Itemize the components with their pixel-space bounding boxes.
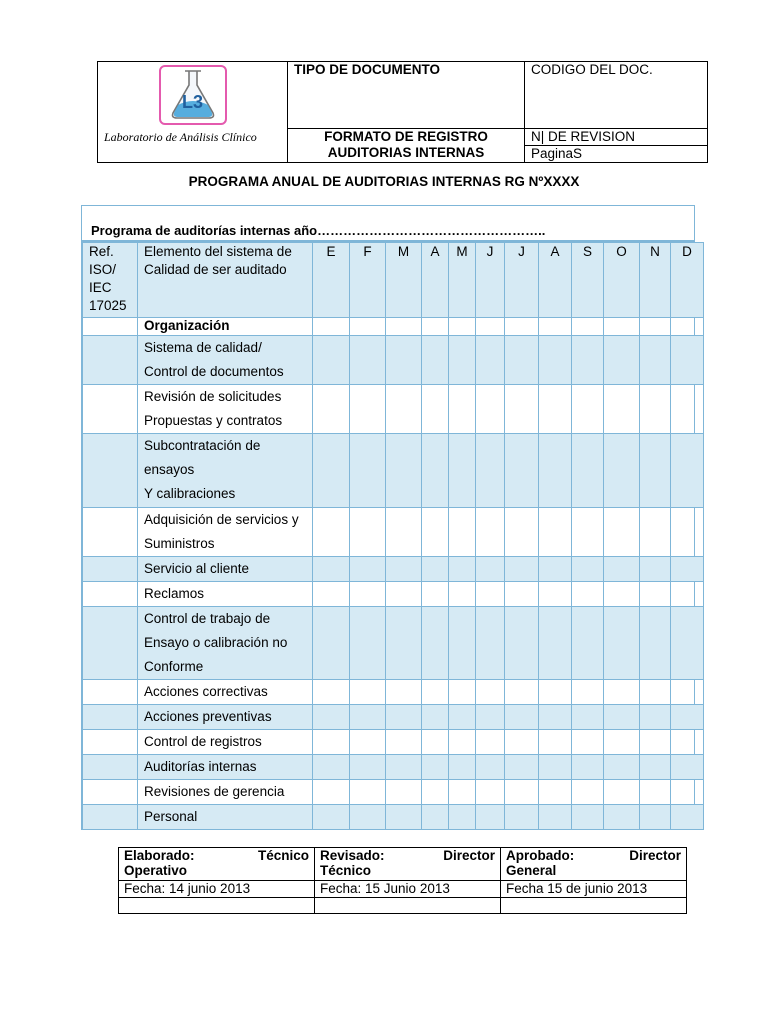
element-line: Control de trabajo de: [144, 611, 271, 626]
month-cell[interactable]: [386, 780, 422, 805]
month-cell[interactable]: [671, 582, 704, 607]
month-cell[interactable]: [640, 582, 671, 607]
table-row: [83, 607, 704, 680]
table-row: [83, 755, 704, 780]
month-cell[interactable]: [350, 557, 386, 582]
month-cell[interactable]: [422, 318, 449, 336]
month-cell[interactable]: [476, 336, 505, 385]
month-cell[interactable]: [539, 730, 572, 755]
month-cell[interactable]: [476, 607, 505, 680]
month-cell[interactable]: [350, 780, 386, 805]
month-cell[interactable]: [572, 508, 604, 557]
element-line: Control de registros: [144, 734, 262, 749]
month-cell[interactable]: [505, 805, 539, 830]
element-cell: [138, 805, 313, 830]
element-line: Suministros: [144, 536, 215, 551]
month-cell[interactable]: [476, 582, 505, 607]
month-cell[interactable]: [539, 557, 572, 582]
ref-cell[interactable]: [83, 705, 138, 730]
element-header: [138, 243, 313, 318]
month-cell[interactable]: [671, 805, 704, 830]
month-cell[interactable]: [640, 607, 671, 680]
aprobado-role1: Director: [629, 848, 681, 863]
element-cell: [138, 582, 313, 607]
table-row: [83, 582, 704, 607]
month-header: M: [386, 243, 422, 318]
revisado-role2: Técnico: [320, 863, 372, 878]
element-line: Subcontratación de: [144, 438, 261, 453]
month-cell[interactable]: [539, 780, 572, 805]
element-line: Acciones preventivas: [144, 709, 272, 724]
aprobado-date: Fecha 15 de junio 2013: [501, 881, 687, 898]
month-cell[interactable]: [422, 680, 449, 705]
table-row: [83, 385, 704, 434]
month-cell[interactable]: [671, 318, 704, 336]
month-cell[interactable]: [572, 318, 604, 336]
element-line: Acciones correctivas: [144, 684, 268, 699]
month-cell[interactable]: [505, 557, 539, 582]
month-cell[interactable]: [313, 557, 350, 582]
month-cell[interactable]: [449, 336, 476, 385]
element-cell: [138, 508, 313, 557]
month-header: A: [422, 243, 449, 318]
month-cell[interactable]: [539, 607, 572, 680]
month-cell[interactable]: [476, 680, 505, 705]
month-header: M: [449, 243, 476, 318]
month-cell[interactable]: [449, 780, 476, 805]
element-cell: [138, 318, 313, 336]
elaborado-role1: Técnico: [257, 848, 309, 863]
element-line: Reclamos: [144, 586, 205, 601]
month-cell[interactable]: [604, 557, 640, 582]
table-row: [83, 680, 704, 705]
ref-header-line: IEC: [89, 280, 112, 295]
month-cell[interactable]: [313, 730, 350, 755]
month-cell[interactable]: [449, 730, 476, 755]
ref-cell[interactable]: [83, 755, 138, 780]
element-line: Personal: [144, 809, 198, 824]
month-cell[interactable]: [539, 336, 572, 385]
month-cell[interactable]: [604, 336, 640, 385]
month-cell[interactable]: [671, 336, 704, 385]
month-cell[interactable]: [671, 680, 704, 705]
month-cell[interactable]: [505, 730, 539, 755]
month-cell[interactable]: [604, 730, 640, 755]
month-cell[interactable]: [539, 508, 572, 557]
table-row: [83, 318, 704, 336]
ref-cell[interactable]: [83, 318, 138, 336]
month-cell[interactable]: [604, 434, 640, 508]
element-cell: [138, 434, 313, 508]
lab-logo: [159, 65, 227, 125]
month-cell[interactable]: [422, 557, 449, 582]
format-line-2: AUDITORIAS INTERNAS: [327, 144, 485, 160]
month-cell[interactable]: [350, 508, 386, 557]
month-cell[interactable]: [386, 805, 422, 830]
month-cell[interactable]: [640, 385, 671, 434]
ref-cell[interactable]: [83, 582, 138, 607]
month-cell[interactable]: [449, 705, 476, 730]
element-line: Organización: [144, 318, 230, 333]
element-cell: [138, 780, 313, 805]
month-cell[interactable]: [350, 705, 386, 730]
element-line: Servicio al cliente: [144, 561, 250, 576]
month-cell[interactable]: [476, 557, 505, 582]
month-cell[interactable]: [572, 705, 604, 730]
month-cell[interactable]: [313, 582, 350, 607]
month-cell[interactable]: [422, 434, 449, 508]
month-cell[interactable]: [604, 582, 640, 607]
element-cell: [138, 705, 313, 730]
month-cell[interactable]: [476, 780, 505, 805]
element-line: Revisiones de gerencia: [144, 784, 285, 799]
month-cell[interactable]: [386, 557, 422, 582]
month-cell[interactable]: [313, 780, 350, 805]
elaborado-cell: [119, 848, 315, 881]
month-cell[interactable]: [604, 705, 640, 730]
revisado-cell: [315, 848, 501, 881]
month-cell[interactable]: [350, 755, 386, 780]
doc-type-cell: [288, 62, 525, 129]
month-cell[interactable]: [350, 336, 386, 385]
month-cell[interactable]: [505, 508, 539, 557]
month-cell[interactable]: [640, 755, 671, 780]
month-cell[interactable]: [350, 805, 386, 830]
month-cell[interactable]: [313, 805, 350, 830]
element-cell: [138, 680, 313, 705]
month-cell[interactable]: [350, 582, 386, 607]
ref-header: [83, 243, 138, 318]
month-cell[interactable]: [313, 318, 350, 336]
revisado-date: Fecha: 15 Junio 2013: [315, 881, 501, 898]
month-cell[interactable]: [640, 680, 671, 705]
element-line: ensayos: [144, 462, 195, 477]
month-cell[interactable]: [640, 318, 671, 336]
ref-cell[interactable]: [83, 434, 138, 508]
audit-grid: [82, 242, 704, 830]
table-row: [83, 780, 704, 805]
month-cell[interactable]: [539, 582, 572, 607]
ref-cell[interactable]: [83, 780, 138, 805]
month-cell[interactable]: [572, 805, 604, 830]
element-cell: [138, 607, 313, 680]
month-cell[interactable]: [505, 755, 539, 780]
month-cell[interactable]: [386, 755, 422, 780]
element-cell: [138, 730, 313, 755]
elaborado-label: Elaborado:: [124, 848, 195, 863]
month-cell[interactable]: [640, 508, 671, 557]
month-cell[interactable]: [449, 607, 476, 680]
element-line: Y calibraciones: [144, 486, 236, 501]
month-cell[interactable]: [640, 805, 671, 830]
element-cell: [138, 385, 313, 434]
month-header: J: [505, 243, 539, 318]
month-cell[interactable]: [350, 607, 386, 680]
month-cell[interactable]: [313, 680, 350, 705]
month-cell[interactable]: [572, 680, 604, 705]
ref-header-line: 17025: [89, 298, 127, 313]
element-cell: [138, 557, 313, 582]
month-cell[interactable]: [422, 336, 449, 385]
month-cell[interactable]: [671, 508, 704, 557]
month-cell[interactable]: [539, 755, 572, 780]
table-heading: Programa de auditorías internas año……………………………………………..: [82, 206, 694, 242]
format-cell: [288, 128, 525, 163]
month-cell[interactable]: [386, 680, 422, 705]
table-row: [83, 730, 704, 755]
month-cell[interactable]: [313, 336, 350, 385]
table-row: [83, 805, 704, 830]
month-cell[interactable]: [604, 680, 640, 705]
month-cell[interactable]: [350, 434, 386, 508]
month-cell[interactable]: [539, 385, 572, 434]
element-line: Propuestas y contratos: [144, 413, 283, 428]
lab-name: Laboratorio de Análisis Clínico: [104, 130, 257, 144]
element-line: Sistema de calidad/: [144, 340, 262, 355]
month-cell[interactable]: [604, 805, 640, 830]
aprobado-signature[interactable]: [501, 898, 687, 914]
month-cell[interactable]: [476, 755, 505, 780]
month-cell[interactable]: [505, 705, 539, 730]
month-cell[interactable]: [422, 582, 449, 607]
month-cell[interactable]: [476, 705, 505, 730]
logo-cell: [98, 62, 288, 129]
element-line: Control de documentos: [144, 364, 284, 379]
revision-label: N| DE REVISION: [531, 128, 636, 144]
month-cell[interactable]: [449, 508, 476, 557]
month-cell[interactable]: [640, 780, 671, 805]
aprobado-label: Aprobado:: [506, 848, 575, 863]
month-cell[interactable]: [313, 705, 350, 730]
month-cell[interactable]: [604, 508, 640, 557]
table-row: [83, 508, 704, 557]
month-cell[interactable]: [539, 705, 572, 730]
ref-cell[interactable]: [83, 680, 138, 705]
ref-cell[interactable]: [83, 730, 138, 755]
month-header: O: [604, 243, 640, 318]
month-cell[interactable]: [539, 318, 572, 336]
month-cell[interactable]: [671, 730, 704, 755]
element-cell: [138, 755, 313, 780]
month-cell[interactable]: [422, 607, 449, 680]
month-cell[interactable]: [539, 680, 572, 705]
element-line: Auditorías internas: [144, 759, 257, 774]
month-cell[interactable]: [386, 582, 422, 607]
element-line: Adquisición de servicios y: [144, 512, 299, 527]
month-cell[interactable]: [539, 805, 572, 830]
month-cell[interactable]: [386, 508, 422, 557]
month-cell[interactable]: [671, 607, 704, 680]
month-cell[interactable]: [640, 557, 671, 582]
program-title: PROGRAMA ANUAL DE AUDITORIAS INTERNAS RG NºXXXX: [188, 174, 580, 189]
revisado-signature[interactable]: [315, 898, 501, 914]
month-cell[interactable]: [671, 385, 704, 434]
month-cell[interactable]: [386, 318, 422, 336]
month-cell[interactable]: [386, 336, 422, 385]
month-cell[interactable]: [572, 730, 604, 755]
month-cell[interactable]: [572, 582, 604, 607]
month-cell[interactable]: [640, 705, 671, 730]
month-cell[interactable]: [671, 755, 704, 780]
revision-cell: [525, 128, 708, 145]
element-line: Revisión de solicitudes: [144, 389, 282, 404]
month-cell[interactable]: [449, 755, 476, 780]
month-cell[interactable]: [386, 434, 422, 508]
ref-cell[interactable]: [83, 336, 138, 385]
ref-cell[interactable]: [83, 607, 138, 680]
month-cell[interactable]: [449, 805, 476, 830]
month-header: F: [350, 243, 386, 318]
table-row: [83, 336, 704, 385]
month-cell[interactable]: [671, 434, 704, 508]
month-cell[interactable]: [476, 805, 505, 830]
month-cell[interactable]: [313, 434, 350, 508]
month-cell[interactable]: [476, 508, 505, 557]
table-header-row: [83, 243, 704, 318]
logo-text: L3: [181, 92, 203, 112]
month-cell[interactable]: [350, 730, 386, 755]
ref-cell[interactable]: [83, 557, 138, 582]
pages-cell: [525, 145, 708, 162]
month-cell[interactable]: [350, 318, 386, 336]
month-cell[interactable]: [386, 607, 422, 680]
doc-code-label: CODIGO DEL DOC.: [531, 62, 653, 77]
pages-label: PaginaS: [531, 145, 583, 161]
month-cell[interactable]: [422, 755, 449, 780]
elaborado-role2: Operativo: [124, 863, 188, 878]
ref-header-line: Ref.: [89, 244, 114, 259]
month-cell[interactable]: [640, 434, 671, 508]
doc-code-cell: [525, 62, 708, 129]
table-row: [83, 557, 704, 582]
month-cell[interactable]: [422, 508, 449, 557]
month-cell[interactable]: [604, 755, 640, 780]
month-cell[interactable]: [449, 557, 476, 582]
month-cell[interactable]: [505, 318, 539, 336]
month-cell[interactable]: [604, 318, 640, 336]
month-cell[interactable]: [313, 607, 350, 680]
month-cell[interactable]: [505, 680, 539, 705]
element-header-line: Elemento del sistema de: [144, 244, 292, 259]
month-cell[interactable]: [422, 705, 449, 730]
month-cell[interactable]: [572, 434, 604, 508]
document-header: [97, 61, 708, 163]
month-cell[interactable]: [386, 385, 422, 434]
element-line: Ensayo o calibración no: [144, 635, 288, 650]
month-cell[interactable]: [604, 607, 640, 680]
table-row: [83, 434, 704, 508]
month-cell[interactable]: [640, 336, 671, 385]
month-header: J: [476, 243, 505, 318]
ref-cell[interactable]: [83, 385, 138, 434]
month-cell[interactable]: [422, 805, 449, 830]
month-cell[interactable]: [422, 730, 449, 755]
month-cell[interactable]: [671, 780, 704, 805]
ref-cell[interactable]: [83, 805, 138, 830]
month-cell[interactable]: [476, 434, 505, 508]
revisado-role1: Director: [443, 848, 495, 863]
month-cell[interactable]: [449, 385, 476, 434]
month-cell[interactable]: [572, 755, 604, 780]
elaborado-date: Fecha: 14 junio 2013: [119, 881, 315, 898]
month-cell[interactable]: [604, 385, 640, 434]
month-header: N: [640, 243, 671, 318]
ref-cell[interactable]: [83, 508, 138, 557]
month-cell[interactable]: [505, 385, 539, 434]
elaborado-signature[interactable]: [119, 898, 315, 914]
month-cell[interactable]: [539, 434, 572, 508]
aprobado-cell: [501, 848, 687, 881]
month-header: D: [671, 243, 704, 318]
month-cell[interactable]: [313, 385, 350, 434]
audit-program-table: [81, 205, 695, 830]
month-cell[interactable]: [449, 434, 476, 508]
element-line: Conforme: [144, 659, 204, 674]
month-cell[interactable]: [505, 780, 539, 805]
month-cell[interactable]: [640, 730, 671, 755]
month-cell[interactable]: [572, 607, 604, 680]
month-cell[interactable]: [505, 336, 539, 385]
month-cell[interactable]: [604, 780, 640, 805]
format-line-1: FORMATO DE REGISTRO: [324, 128, 488, 144]
element-cell: [138, 336, 313, 385]
month-cell[interactable]: [476, 385, 505, 434]
month-cell[interactable]: [505, 607, 539, 680]
month-cell[interactable]: [449, 318, 476, 336]
month-cell[interactable]: [350, 680, 386, 705]
month-cell[interactable]: [449, 680, 476, 705]
month-header: E: [313, 243, 350, 318]
month-cell[interactable]: [572, 780, 604, 805]
month-cell[interactable]: [313, 508, 350, 557]
month-cell[interactable]: [505, 582, 539, 607]
month-cell[interactable]: [386, 705, 422, 730]
month-header: A: [539, 243, 572, 318]
month-cell[interactable]: [671, 557, 704, 582]
aprobado-role2: General: [506, 863, 557, 878]
month-cell[interactable]: [572, 336, 604, 385]
month-cell[interactable]: [505, 434, 539, 508]
signature-table: [118, 847, 687, 914]
month-cell[interactable]: [572, 385, 604, 434]
month-cell[interactable]: [350, 385, 386, 434]
table-row: [83, 705, 704, 730]
month-cell[interactable]: [476, 730, 505, 755]
month-cell[interactable]: [386, 730, 422, 755]
month-cell[interactable]: [313, 755, 350, 780]
month-cell[interactable]: [449, 582, 476, 607]
month-cell[interactable]: [476, 318, 505, 336]
month-cell[interactable]: [671, 705, 704, 730]
lab-name-cell: [98, 128, 288, 163]
ref-header-line: ISO/: [89, 262, 117, 277]
month-cell[interactable]: [572, 557, 604, 582]
month-cell[interactable]: [422, 385, 449, 434]
doc-type-label: TIPO DE DOCUMENTO: [294, 62, 441, 77]
month-header: S: [572, 243, 604, 318]
element-header-line: Calidad de ser auditado: [144, 262, 287, 277]
month-cell[interactable]: [422, 780, 449, 805]
revisado-label: Revisado:: [320, 848, 385, 863]
